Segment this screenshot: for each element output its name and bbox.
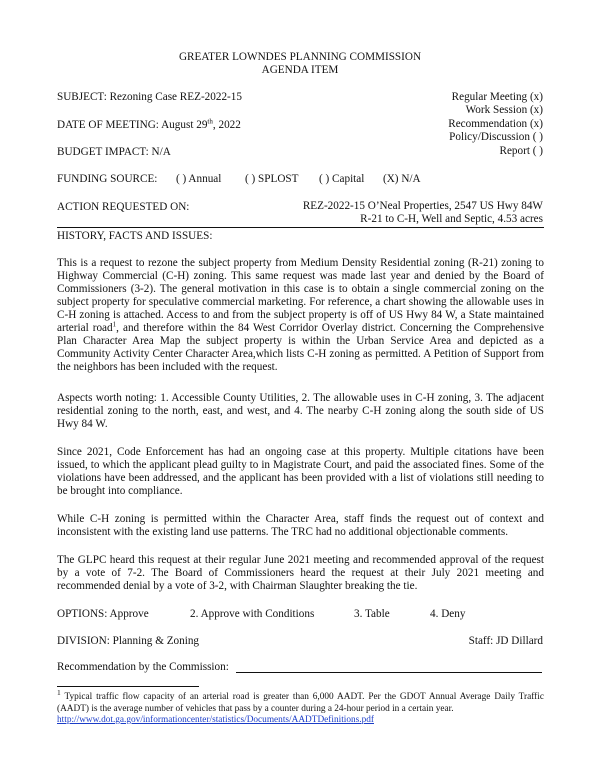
funding-annual: ( ) Annual bbox=[176, 173, 222, 185]
staff-line: Staff: JD Dillard bbox=[468, 635, 543, 647]
funding-label: FUNDING SOURCE: bbox=[57, 173, 158, 185]
options-approve-conditions: 2. Approve with Conditions bbox=[190, 608, 315, 620]
history-paragraph-3: Since 2021, Code Enforcement has had an ongoing case at this property. Multiple citations have been issued, to which the applicant plead guilty to in Magistrate Court, and paid the associated fines. Some of the violations have been addressed, and the applicant has been provided with a list of violations still needing to be brought into compliance. bbox=[57, 446, 544, 497]
header-line-2: AGENDA ITEM bbox=[261, 64, 339, 76]
budget-impact: BUDGET IMPACT: N/A bbox=[57, 146, 171, 158]
history-paragraph-4: While C-H zoning is permitted within the Character Area, staff finds the request out of context and inconsistent with the existing land use patterns. The TRC had no additional objectionable comments. bbox=[57, 513, 544, 538]
options-approve: OPTIONS: Approve bbox=[57, 608, 149, 620]
footnote-link[interactable]: http://www.dot.ga.gov/informationcenter/statistics/Documents/AADTDefinitions.pdf bbox=[57, 715, 374, 725]
action-line-1: REZ-2022-15 O’Neal Properties, 2547 US Hwy 84W bbox=[302, 200, 543, 212]
meeting-date: DATE OF MEETING: August 29th, 2022 bbox=[57, 117, 241, 131]
history-paragraph-2: Aspects worth noting: 1. Accessible County Utilities, 2. The allowable uses in C-H zoning, 3. The adjacent residential zoning to the north, east, and west, and 4. The nearby C-H zoning along the south side of US Hwy 84 W. bbox=[57, 392, 544, 430]
history-heading: HISTORY, FACTS AND ISSUES: bbox=[57, 230, 213, 242]
funding-capital: ( ) Capital bbox=[319, 173, 365, 185]
footnote: $^1$ Typical traffic flow capacity of an arterial road is greater than 6,000 AADT. Per the GDOT Annual Average Daily Traffic (AADT) is the average number of vehicles that pass by a counter during a 24-hour period in a certain year. http://www.dot.ga.gov/informationcenter/statistics/Documents/AADTDefinitions.pdf bbox=[57, 687, 544, 725]
meeting-type-report: Report ( ) bbox=[499, 145, 543, 157]
meeting-type-policy: Policy/Discussion ( ) bbox=[449, 131, 543, 143]
recommendation-label: Recommendation by the Commission: bbox=[57, 661, 229, 673]
meeting-type-recommendation: Recommendation (x) bbox=[448, 118, 543, 130]
meeting-type-regular: Regular Meeting (x) bbox=[451, 91, 543, 103]
action-line-2: R-21 to C-H, Well and Septic, 4.53 acres bbox=[360, 213, 543, 225]
subject-line: SUBJECT: Rezoning Case REZ-2022-15 bbox=[57, 91, 242, 103]
options-deny: 4. Deny bbox=[430, 608, 466, 620]
recommendation-signature-line bbox=[236, 672, 542, 673]
section-divider bbox=[57, 227, 544, 228]
action-label: ACTION REQUESTED ON: bbox=[57, 201, 190, 213]
funding-na: (X) N/A bbox=[383, 173, 421, 185]
history-paragraph-1: This is a request to rezone the subject property from Medium Density Residential zoning (R-21) zoning to Highway Commercial (C-H) zoning. This same request was made last year and denied by the Board of Commissioners (3-2). The general motivation in this case is to obtain a single commercial zoning on the subject property for speculative commercial marketing. For reference, a chart showing the allowable uses in C-H zoning is attached. Access to and from the subject property is off of US Hwy 84 W, a State maintained arterial road$^1$, and therefore within the 84 West Corridor Overlay district. Concerning the Comprehensive Plan Character Area Map the subject property is within the Urban Service Area and depicted as a Community Activity Center Character Area,which lists C-H zoning as permitted. A Petition of Support from the neighbors has been included with the request. bbox=[57, 257, 544, 373]
meeting-type-work-session: Work Session (x) bbox=[465, 104, 543, 116]
footnote-separator bbox=[57, 686, 199, 687]
history-paragraph-5: The GLPC heard this request at their regular June 2021 meeting and recommended approval of the request by a vote of 7-2. The Board of Commissioners heard the request at their July 2021 meeting and recommended denial by a vote of 3-2, with Chairman Slaughter breaking the tie. bbox=[57, 554, 544, 592]
division-line: DIVISION: Planning & Zoning bbox=[57, 635, 200, 647]
header-line-1: GREATER LOWNDES PLANNING COMMISSION bbox=[178, 51, 422, 63]
options-table: 3. Table bbox=[354, 608, 390, 620]
funding-splost: ( ) SPLOST bbox=[245, 173, 299, 185]
